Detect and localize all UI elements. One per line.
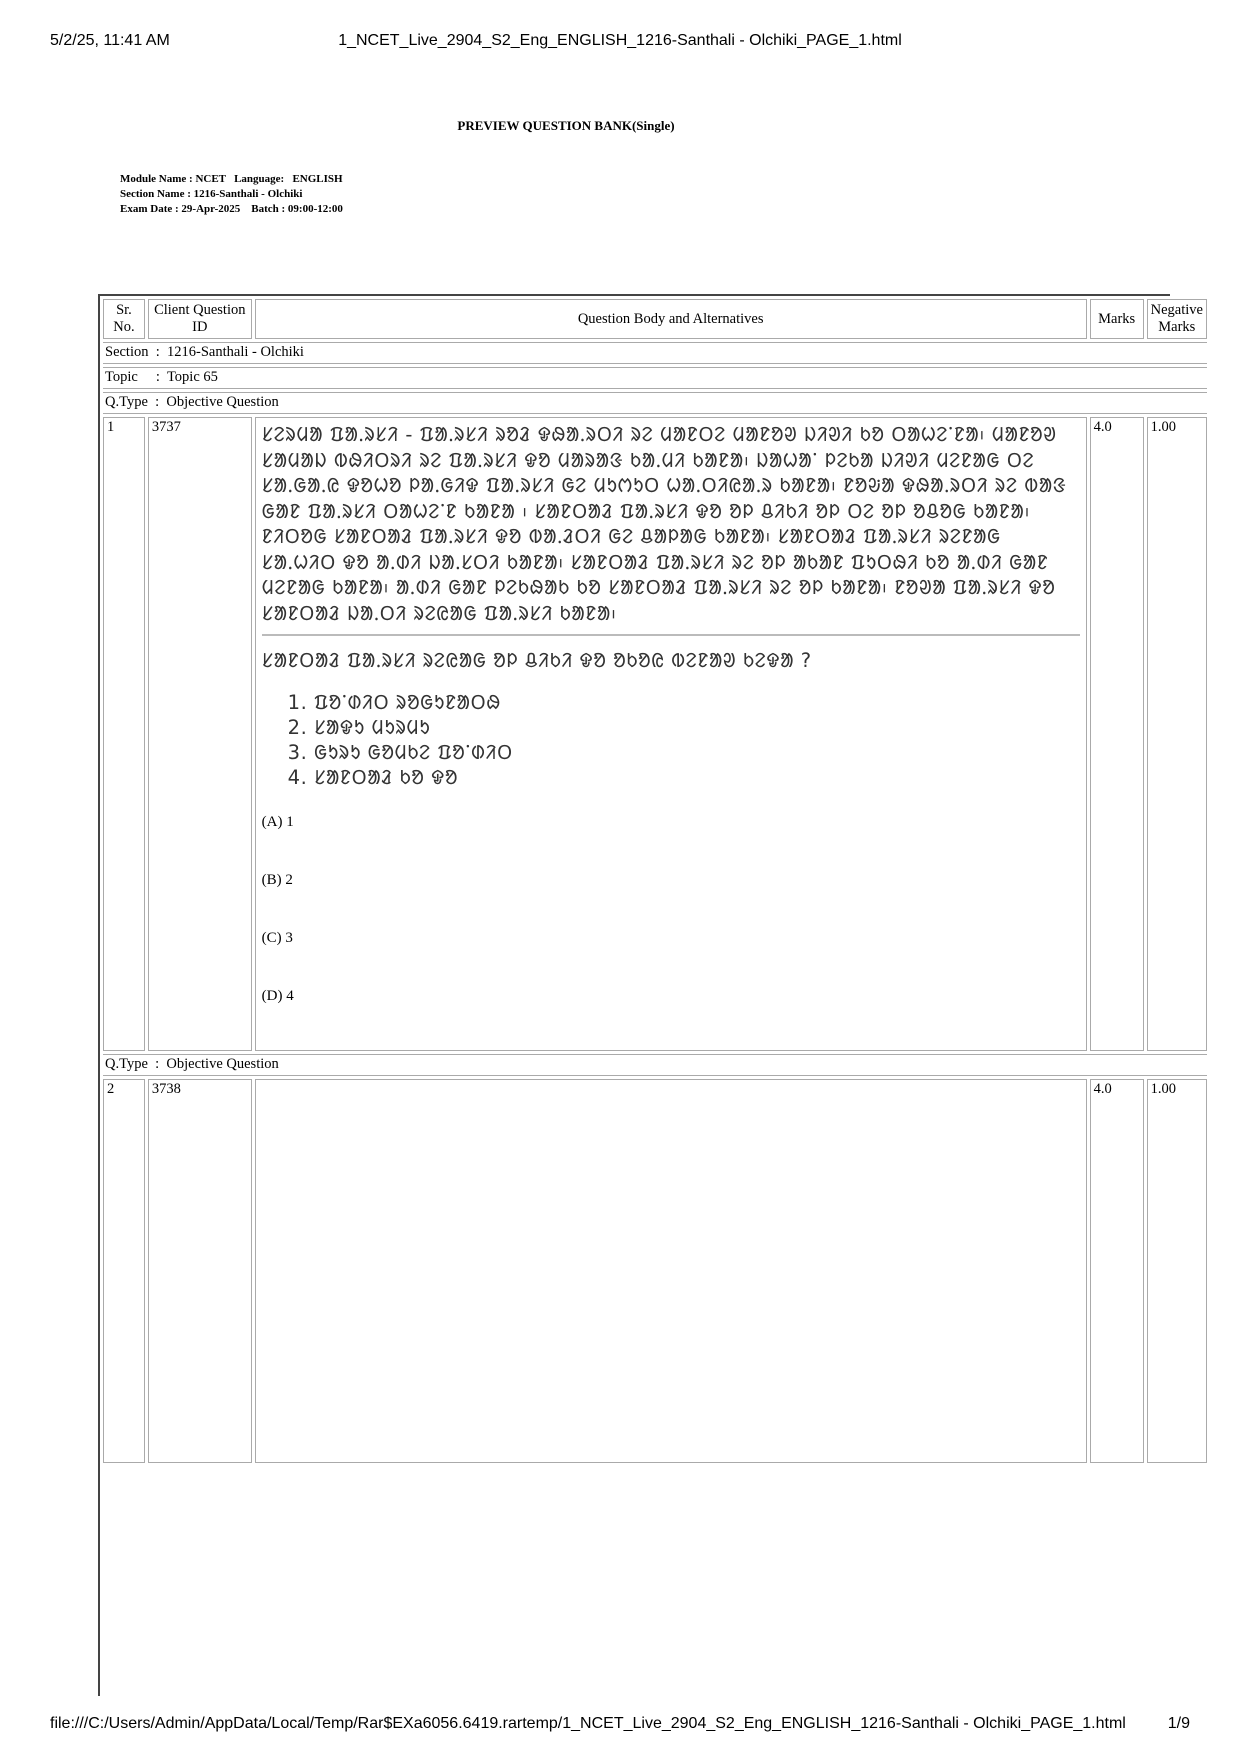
question-negative-marks: 1.00	[1147, 417, 1207, 1051]
question-client-id: 3737	[148, 417, 252, 1051]
question-client-id: 3738	[148, 1079, 252, 1463]
print-file-path: file:///C:/Users/Admin/AppData/Local/Temp/Rar$EXa6056.6419.rartemp/1_NCET_Live_2904_S2_Eng_ENGLISH_1216-Santhali - Olchiki_PAGE_1.html	[50, 1715, 1126, 1732]
list-item: 3. ᱜᱩᱨᱩ ᱜᱚᱢᱠᱮ ᱯᱚᱸᱰᱤᱛ	[287, 740, 513, 764]
alternatives	[262, 814, 1080, 1046]
header-negative-marks: Negative Marks	[1147, 299, 1207, 339]
question-marks: 4.0	[1090, 417, 1144, 1051]
exam-meta	[120, 172, 343, 217]
question-passage: ᱥᱮᱨᱢᱟ ᱯᱟᱹᱨᱥᱤ - ᱯᱟᱹᱨᱥᱤ ᱨᱚᱲ ᱫᱷᱟᱹᱨᱛᱤ ᱨᱮ ᱢᱟᱱᱛᱮ ᱢᱟᱱᱚᱣ ᱡᱤᱣᱤ ᱠᱚ ᱛᱟᱦᱮᱸᱱᱟ᱾ ᱢᱟᱱᱚᱣ ᱥᱟᱢᱟᱡ ᱵᱷᱤᱛᱨᱤ ᱨᱮ ᱯᱟᱹᱨᱥᱤ ᱫᱚ ᱢᱟᱨᱟᱝ ᱠᱟᱹᱢᱤ ᱠᱟᱱᱟ᱾ ᱡᱟᱦᱟᱸ ᱞᱮᱠᱟ ᱡᱤᱣᱤ ᱢᱮᱱᱟᱜ ᱛᱮ ᱥᱟᱹᱜᱟᱹᱭ ᱫᱚᱦᱚ ᱞᱟᱹᱜᱤᱫ ᱯᱟᱹᱨᱥᱤ ᱜᱮ ᱢᱩᱬᱩᱛ ᱦᱟᱹᱛᱤᱭᱟᱹᱨ ᱠᱟᱱᱟ᱾ ᱱᱚᱶᱟ ᱫᱷᱟᱹᱨᱛᱤ ᱨᱮ ᱵᱟᱝ ᱜᱟᱱ ᱯᱟᱹᱨᱥᱤ ᱛᱟᱦᱮᱸᱱ ᱠᱟᱱᱟ ᱾ ᱥᱟᱱᱛᱟᱲ ᱯᱟᱹᱨᱥᱤ ᱫᱚ ᱚᱞ ᱪᱤᱠᱤ ᱚᱞ ᱛᱮ ᱚᱞ ᱚᱪᱚᱜ ᱠᱟᱱᱟ᱾ ᱱᱤᱛᱚᱜ ᱥᱟᱱᱛᱟᱲ ᱯᱟᱹᱨᱥᱤ ᱫᱚ ᱵᱟᱹᱲᱛᱤ ᱜᱮ ᱪᱟᱞᱟᱜ ᱠᱟᱱᱟ᱾ ᱥᱟᱱᱛᱟᱲ ᱯᱟᱹᱨᱥᱤ ᱨᱮᱱᱟᱜ ᱥᱟᱹᱦᱤᱛ ᱫᱚ ᱟᱹᱰᱤ ᱡᱟᱹᱥᱛᱤ ᱠᱟᱱᱟ᱾ ᱥᱟᱱᱛᱟᱲ ᱯᱟᱹᱨᱥᱤ ᱨᱮ ᱚᱞ ᱟᱠᱟᱱ ᱯᱩᱛᱷᱤ ᱠᱚ ᱟᱹᱰᱤ ᱜᱟᱱ ᱢᱮᱱᱟᱜ ᱠᱟᱱᱟ᱾ ᱟᱹᱰᱤ ᱜᱟᱱ ᱞᱮᱠᱷᱟᱠ ᱠᱚ ᱥᱟᱱᱛᱟᱲ ᱯᱟᱹᱨᱥᱤ ᱨᱮ ᱚᱞ ᱠᱟᱱᱟ᱾ ᱱᱚᱣᱟ ᱯᱟᱹᱨᱥᱤ ᱫᱚ ᱥᱟᱱᱛᱟᱲ ᱡᱟᱹᱛᱤ ᱨᱮᱭᱟᱜ ᱯᱟᱹᱨᱥᱤ ᱠᱟᱱᱟ᱾	[262, 422, 1080, 636]
section-label: Section : 1216-Santhali - Olchiki	[103, 342, 1207, 364]
module-line: Module Name : NCET Language: ENGLISH	[120, 173, 343, 185]
table-row	[103, 417, 1207, 1051]
question-text: ᱥᱟᱱᱛᱟᱲ ᱯᱟᱹᱨᱥᱤ ᱨᱮᱭᱟᱜ ᱚᱞ ᱪᱤᱠᱤ ᱫᱚ ᱚᱠᱚᱭ ᱵᱮᱱᱟᱣ ᱠᱮᱫᱟ ?	[261, 649, 812, 672]
alternative-b: (B) 2	[261, 871, 293, 888]
alternative-d: (D) 4	[261, 987, 294, 1004]
question-table-container	[98, 294, 1203, 1696]
print-datetime: 5/2/25, 11:41 AM	[50, 32, 170, 49]
question-body	[255, 1079, 1087, 1463]
qtype-label: Q.Type : Objective Question	[103, 1054, 1207, 1076]
qtype-label: Q.Type : Objective Question	[103, 392, 1207, 414]
question-table	[100, 296, 1210, 1466]
topic-row	[103, 367, 1207, 389]
question-negative-marks: 1.00	[1147, 1079, 1207, 1463]
exam-date-line: Exam Date : 29-Apr-2025 Batch : 09:00-12:00	[120, 203, 343, 215]
alternative-c: (C) 3	[261, 929, 293, 946]
qtype-row	[103, 392, 1207, 414]
question-marks: 4.0	[1090, 1079, 1144, 1463]
list-item: 2. ᱥᱟᱫᱩ ᱢᱩᱨᱢᱩ	[287, 715, 431, 739]
print-header	[50, 32, 1190, 56]
section-row	[103, 342, 1207, 364]
topic-label: Topic : Topic 65	[103, 367, 1207, 389]
question-sr-no: 2	[103, 1079, 145, 1463]
table-header-row	[103, 299, 1207, 339]
qtype-row	[103, 1054, 1207, 1076]
header-question-body: Question Body and Alternatives	[255, 299, 1087, 339]
section-line: Section Name : 1216-Santhali - Olchiki	[120, 188, 303, 200]
print-document-name: 1_NCET_Live_2904_S2_Eng_ENGLISH_1216-Santhali - Olchiki_PAGE_1.html	[338, 32, 902, 49]
table-row	[103, 1079, 1207, 1463]
question-item-list	[288, 690, 1080, 790]
question-body	[255, 417, 1087, 1051]
header-marks: Marks	[1090, 299, 1144, 339]
header-sr-no: Sr. No.	[103, 299, 145, 339]
list-item: 1. ᱯᱚᱸᱰᱤᱛ ᱨᱚᱜᱩᱱᱟᱛᱷ	[287, 690, 501, 714]
page-title: PREVIEW QUESTION BANK(Single)	[457, 118, 675, 133]
header-client-question-id: Client Question ID	[148, 299, 252, 339]
list-item: 4. ᱥᱟᱱᱛᱟᱲ ᱠᱚ ᱫᱚ	[287, 765, 458, 789]
page-number: 1/9	[1167, 1715, 1190, 1732]
alternative-a: (A) 1	[261, 813, 294, 830]
question-sr-no: 1	[103, 417, 145, 1051]
